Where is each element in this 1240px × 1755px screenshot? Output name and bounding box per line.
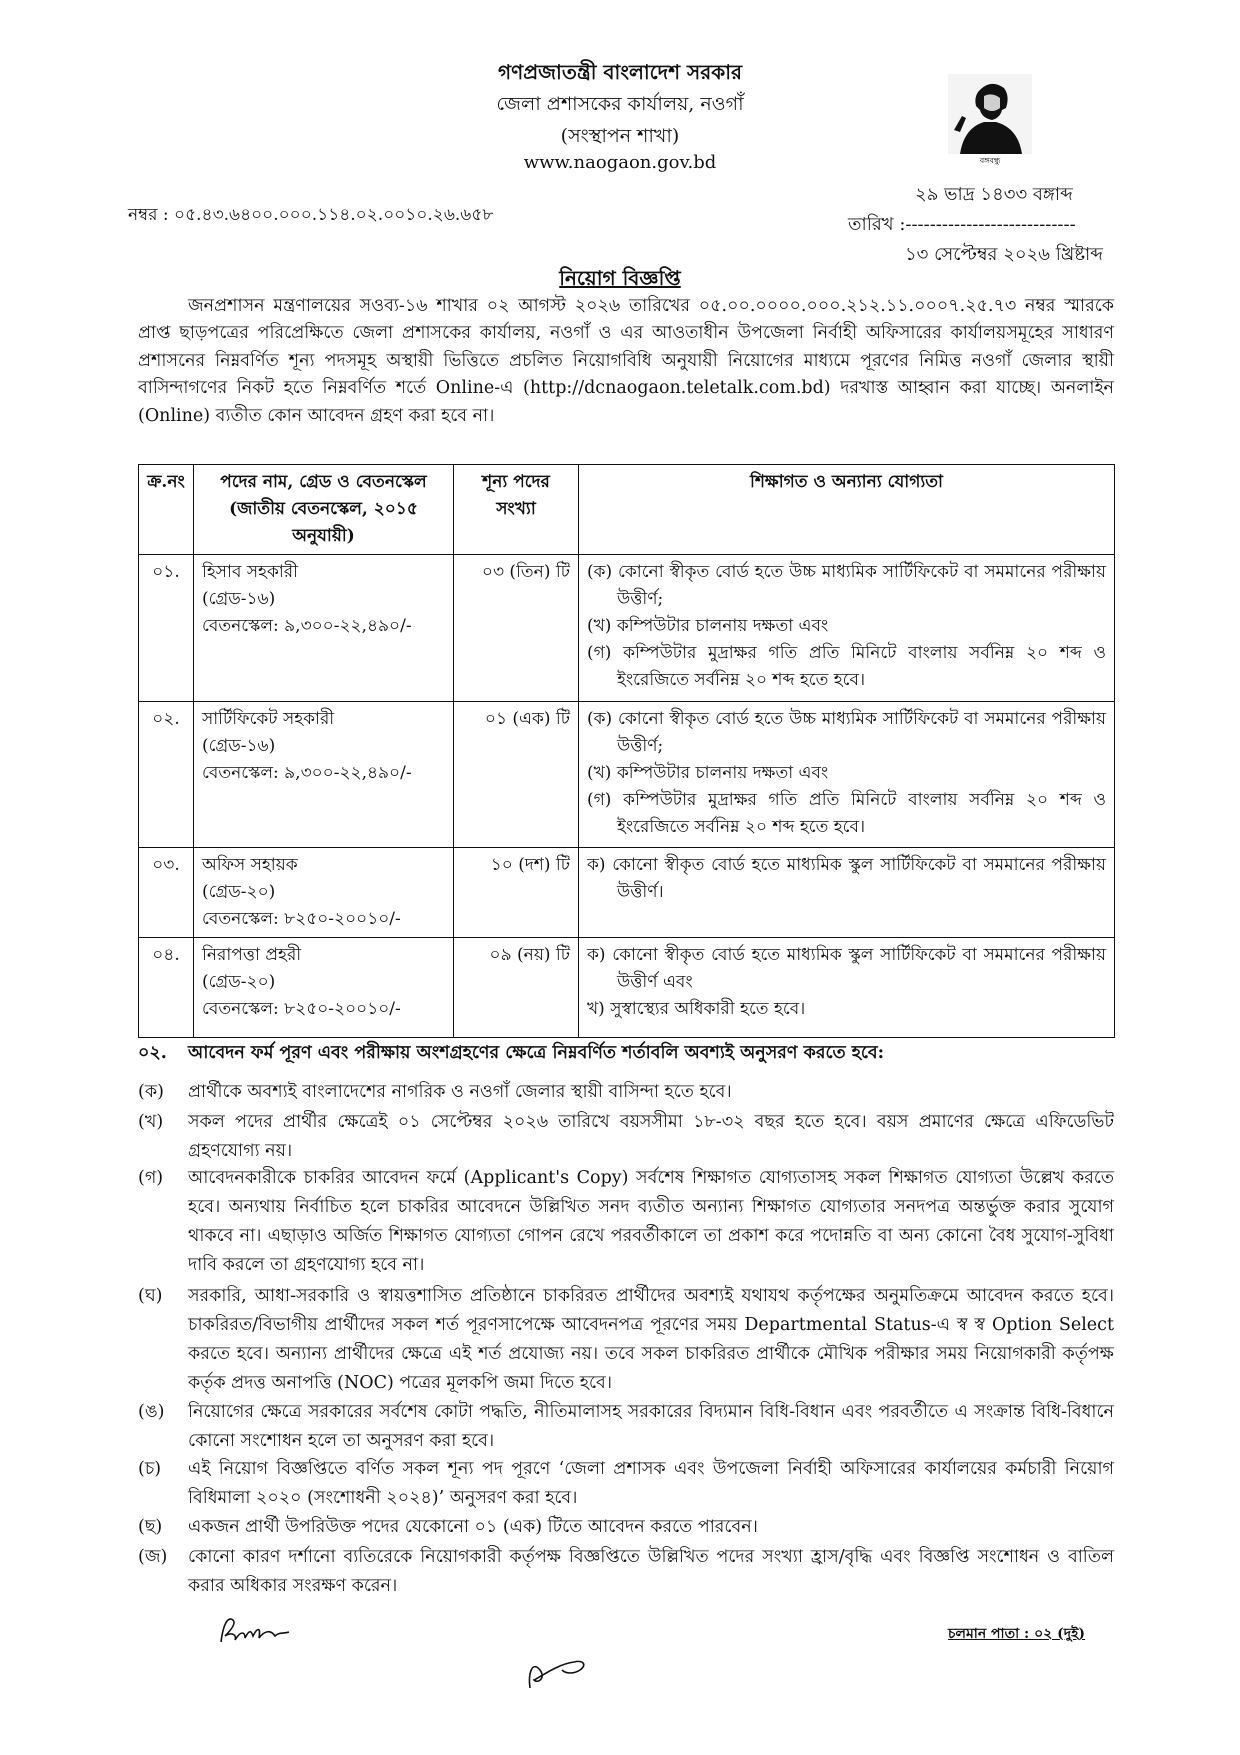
website-link[interactable]: www.naogaon.gov.bd [523, 152, 717, 173]
portrait-emblem [940, 70, 1040, 166]
row-post [194, 938, 454, 1038]
condition-label: (গ) [138, 1168, 164, 1188]
condition-text: সরকারি, আধা-সরকারি ও স্বায়ত্তশাসিত প্রতিষ্ঠানে চাকরিরত প্রার্থীদের অবশ্যই যথাযথ কর্তৃপক্ষের অনুমতিক্রমে আবেদন করতে হবে। চাকরিরত/বিভাগীয় প্রার্থীদের সকল শর্ত পূরণসাপেক্ষে আবেদনপত্র পূরণের সময় Departmental Status-এ স্ব স্ব Option Select করতে হবে। অন্যান্য প্রার্থীদের ক্ষেত্রে এই শর্ত প্রযোজ্য নয়। তবে সকল চাকরিরত প্রার্থীকে মৌখিক পরীক্ষার সময় নিয়োগকারী কর্তৃপক্ষ কর্তৃক প্রদত্ত অনাপত্তি (NOC) পত্রের মূলকপি জমা দিতে হবে। [188, 1286, 1114, 1393]
post-post: নিরাপত্তা প্রহরী [202, 945, 302, 965]
qualification-item: ক) কোনো স্বীকৃত বোর্ড হতে মাধ্যমিক স্কুল সার্টিফিকেট বা সমমানের পরীক্ষায় উত্তীর্ণ। [587, 855, 1106, 902]
qualification-item: খ) সুস্বাস্থ্যের অধিকারী হতে হবে। [587, 999, 806, 1019]
qualification-item: (গ) কম্পিউটার মুদ্রাক্ষর গতি প্রতি মিনিটে বাংলায় সর্বনিম্ন ২০ শব্দ ও ইংরেজিতে সর্বনিম্ন ২০ শব্দ হতে হবে। [587, 790, 1106, 837]
header-post: পদের নাম, গ্রেড ও বেতনস্কেল (জাতীয় বেতনস্কেল, ২০১৫ অনুযায়ী) [194, 465, 454, 555]
post-grade: (গ্রেড-২০) [202, 882, 276, 902]
date-gregorian: ১৩ সেপ্টেম্বর ২০২৬ খ্রিষ্টাব্দ [905, 244, 1103, 265]
continuation-note: চলমান পাতা : ০২ (দুই) [948, 1626, 1086, 1642]
condition-label: (চ) [138, 1459, 162, 1479]
condition-item [138, 1108, 1114, 1166]
row-count: ০১ (এক) টি [454, 702, 579, 848]
condition-text: কোনো কারণ দর্শানো ব্যতিরেকে নিয়োগকারী কর্তৃপক্ষ বিজ্ঞপ্তিতে উল্লিখিত পদের সংখ্যা হ্রাস/বৃদ্ধি এবং বিজ্ঞপ্তি সংশোধন ও বাতিল করার অধিকার সংরক্ষণ করেন। [188, 1547, 1114, 1596]
qualification-item: (খ) কম্পিউটার চালনায় দক্ষতা এবং [587, 763, 829, 783]
condition-item [138, 1543, 1114, 1601]
condition-text: নিয়োগের ক্ষেত্রে সরকারের সর্বশেষ কোটা পদ্ধতি, নীতিমালাসহ সরকারের বিদ্যমান বিধি-বিধান এবং পরবর্তীতে এ সংক্রান্ত বিধি-বিধানে কোনো সংশোধন হলে তা অনুসরণ করা হবে। [188, 1402, 1114, 1451]
qualification-item: (খ) কম্পিউটার চালনায় দক্ষতা এবং [587, 616, 829, 636]
header-qualification: শিক্ষাগত ও অন্যান্য যোগ্যতা [579, 465, 1115, 555]
row-serial: ০১. [139, 555, 194, 702]
signature-2 [518, 1640, 598, 1692]
row-qualifications [579, 848, 1115, 938]
condition-item [138, 1282, 1114, 1398]
signature-1 [215, 1612, 295, 1652]
post-post: সার্টিফিকেট সহকারী [202, 709, 335, 729]
condition-label: (ক) [138, 1082, 164, 1102]
post-grade: (গ্রেড-২০) [202, 972, 276, 992]
condition-label: (ঘ) [138, 1286, 163, 1306]
qualification-item: ক) কোনো স্বীকৃত বোর্ড হতে মাধ্যমিক স্কুল সার্টিফিকেট বা সমমানের পরীক্ষায় উত্তীর্ণ এবং [587, 945, 1106, 992]
table-header-row [139, 465, 1115, 555]
condition-label: (খ) [138, 1112, 164, 1132]
condition-label: (ঙ) [138, 1402, 165, 1422]
svg-text:বঙ্গবন্ধু: বঙ্গবন্ধু [979, 156, 1001, 165]
condition-text: একজন প্রার্থী উপরিউক্ত পদের যেকোনো ০১ (এক) টিতে আবেদন করতে পারবেন। [188, 1517, 758, 1537]
section-name: (সংস্থাপন শাখা) [560, 125, 680, 147]
condition-item [138, 1164, 1114, 1280]
condition-item [138, 1398, 1114, 1456]
date-bangla: ২৯ ভাদ্র ১৪৩৩ বঙ্গাব্দ [915, 184, 1073, 205]
post-post: হিসাব সহকারী [202, 562, 299, 582]
govt-name: গণপ্রজাতন্ত্রী বাংলাদেশ সরকার [498, 60, 742, 84]
row-count: ১০ (দশ) টি [454, 848, 579, 938]
notice-title: নিয়োগ বিজ্ঞপ্তি [559, 266, 681, 290]
qualification-item: (ক) কোনো স্বীকৃত বোর্ড হতে উচ্চ মাধ্যমিক সার্টিফিকেট বা সমমানের পরীক্ষায় উত্তীর্ণ; [587, 709, 1106, 756]
condition-text: এই নিয়োগ বিজ্ঞপ্তিতে বর্ণিত সকল শূন্য পদ পূরণে ‘জেলা প্রশাসক এবং উপজেলা নির্বাহী অফিসারের কার্যালয়ের কর্মচারী নিয়োগ বিধিমালা ২০২০ (সংশোধনী ২০২৪)’ অনুসরণ করা হবে। [188, 1459, 1114, 1508]
post-scale: বেতনস্কেল: ৯,৩০০-২২,৪৯০/- [202, 763, 412, 783]
row-serial: ০২. [139, 702, 194, 848]
row-serial: ০৪. [139, 938, 194, 1038]
row-count: ০৩ (তিন) টি [454, 555, 579, 702]
header-serial: ক্র.নং [139, 465, 194, 555]
condition-label: (ছ) [138, 1517, 163, 1537]
row-count: ০৯ (নয়) টি [454, 938, 579, 1038]
condition-text: প্রার্থীকে অবশ্যই বাংলাদেশের নাগরিক ও নওগাঁ জেলার স্থায়ী বাসিন্দা হতে হবে। [188, 1082, 732, 1102]
condition-item [138, 1455, 1114, 1513]
condition-item [138, 1078, 1114, 1107]
office-name: জেলা প্রশাসকের কার্যালয়, নওগাঁ [496, 93, 744, 115]
header-count: শূন্য পদের সংখ্যা [454, 465, 579, 555]
post-grade: (গ্রেড-১৬) [202, 736, 276, 756]
conditions-heading-label: ০২. [138, 1043, 167, 1063]
table-row [139, 848, 1115, 938]
condition-text: আবেদনকারীকে চাকরির আবেদন ফর্মে (Applicant's Copy) সর্বশেষ শিক্ষাগত যোগ্যতাসহ সকল শিক্ষাগত যোগ্যতা উল্লেখ করতে হবে। অন্যথায় নির্বাচিত হলে চাকরির আবেদনে উল্লিখিত সনদ ব্যতীত অন্যান্য শিক্ষাগত যোগ্যতার সনদপত্র অন্তর্ভুক্ত করার সুযোগ থাকবে না। এছাড়াও অর্জিত শিক্ষাগত যোগ্যতা গোপন রেখে পরবর্তীকালে তা প্রকাশ করে পদোন্নতি বা অন্য কোনো বৈধ সুযোগ-সুবিধা দাবি করলে তা গ্রহণযোগ্য হবে না। [188, 1168, 1114, 1275]
post-scale: বেতনস্কেল: ৯,৩০০-২২,৪৯০/- [202, 616, 412, 636]
post-scale: বেতনস্কেল: ৮২৫০-২০০১০/- [202, 999, 401, 1019]
vacancy-table [138, 464, 1115, 1038]
post-post: অফিস সহায়ক [202, 855, 298, 875]
row-post [194, 848, 454, 938]
row-qualifications [579, 702, 1115, 848]
condition-text: সকল পদের প্রার্থীর ক্ষেত্রেই ০১ সেপ্টেম্বর ২০২৬ তারিখে বয়সসীমা ১৮-৩২ বছর হতে হবে। বয়স প্রমাণের ক্ষেত্রে এফিডেভিট গ্রহণযোগ্য নয়। [188, 1112, 1114, 1161]
qualification-item: (গ) কম্পিউটার মুদ্রাক্ষর গতি প্রতি মিনিটে বাংলায় সর্বনিম্ন ২০ শব্দ ও ইংরেজিতে সর্বনিম্ন ২০ শব্দ হতে হবে। [587, 643, 1106, 690]
date-label: তারিখ :---------------------------- [848, 214, 1076, 235]
table-row [139, 555, 1115, 702]
intro-paragraph: জনপ্রশাসন মন্ত্রণালয়ের সওব্য-১৬ শাখার ০২ আগস্ট ২০২৬ তারিখের ০৫.০০.০০০০.০০০.২১২.১১.০০০৭.২৫.৭৩ নম্বর স্মারকে প্রাপ্ত ছাড়পত্রের পরিপ্রেক্ষিতে জেলা প্রশাসকের কার্যালয়, নওগাঁ ও এর আওতাধীন উপজেলা নির্বাহী অফিসারের কার্যালয়সমূহের সাধারণ প্রশাসনের নিম্নবর্ণিত শূন্য পদসমূহ অস্থায়ী ভিত্তিতে প্রচলিত নিয়োগবিধি অনুযায়ী নিয়োগের মাধ্যমে পূরণের নিমিত্ত নওগাঁ জেলার স্থায়ী বাসিন্দাগণের নিকট হতে নিম্নবর্ণিত শর্তে Online-এ (http://dcnaogaon.teletalk.com.bd) দরখাস্ত আহ্বান করা যাচ্ছে। অনলাইন (Online) ব্যতীত কোন আবেদন গ্রহণ করা হবে না। [138, 296, 1114, 426]
row-post [194, 702, 454, 848]
post-scale: বেতনস্কেল: ৮২৫০-২০০১০/- [202, 909, 401, 929]
qualification-item: (ক) কোনো স্বীকৃত বোর্ড হতে উচ্চ মাধ্যমিক সার্টিফিকেট বা সমমানের পরীক্ষায় উত্তীর্ণ; [587, 562, 1106, 609]
post-grade: (গ্রেড-১৬) [202, 589, 276, 609]
condition-label: (জ) [138, 1547, 168, 1567]
memo-number: নম্বর : ০৫.৪৩.৬৪০০.০০০.১১৪.০২.০০১০.২৬.৬৫৮ [128, 205, 494, 225]
row-serial: ০৩. [139, 848, 194, 938]
conditions-heading-text: আবেদন ফর্ম পূরণ এবং পরীক্ষায় অংশগ্রহণের ক্ষেত্রে নিম্নবর্ণিত শর্তাবলি অবশ্যই অনুসরণ করতে হবে: [188, 1043, 885, 1063]
conditions-heading [138, 1040, 1128, 1069]
row-qualifications [579, 938, 1115, 1038]
table-row [139, 702, 1115, 848]
condition-item [138, 1513, 1114, 1542]
row-qualifications [579, 555, 1115, 702]
row-post [194, 555, 454, 702]
table-row [139, 938, 1115, 1038]
